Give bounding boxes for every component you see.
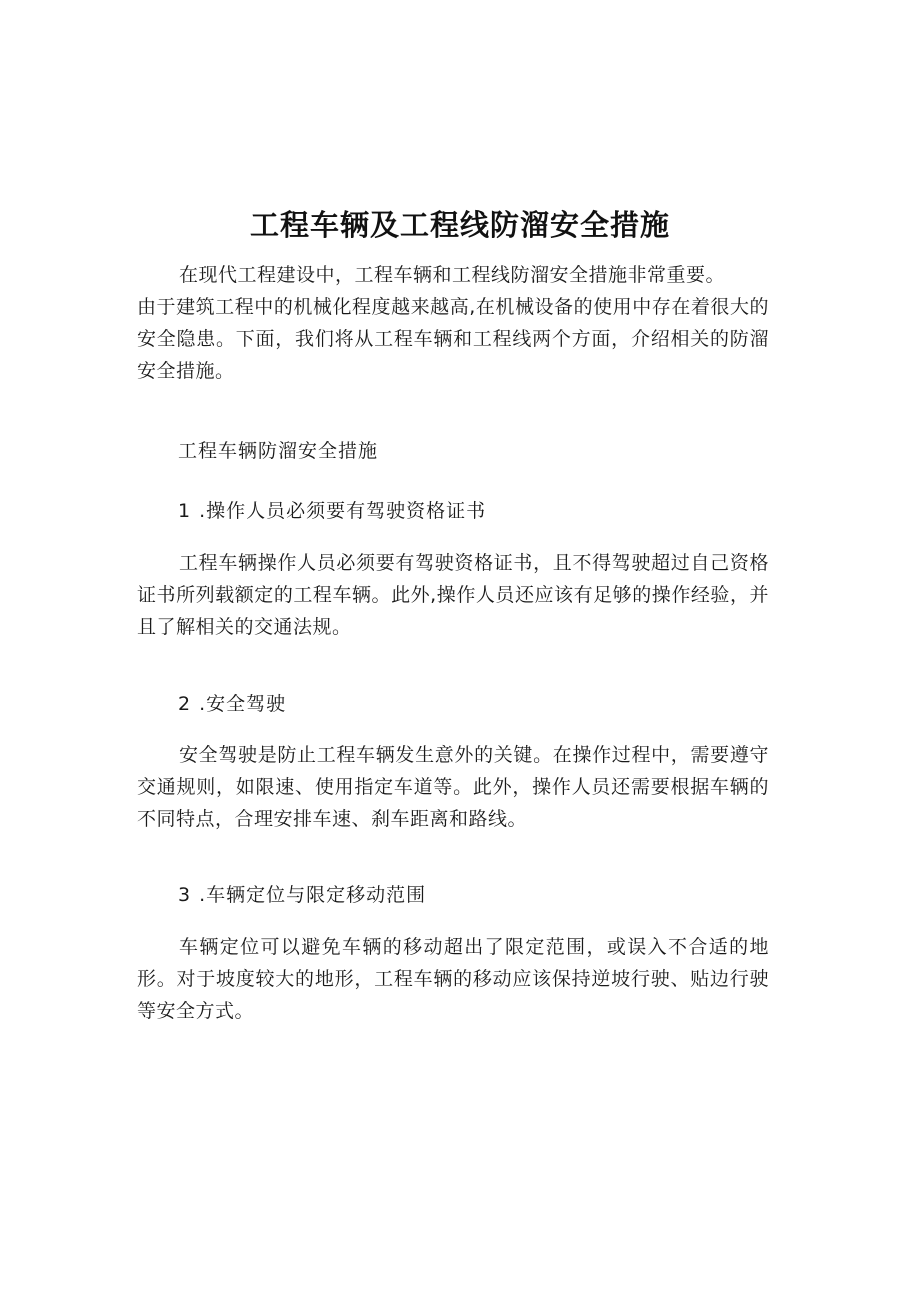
item-1-body: 工程车辆操作人员必须要有驾驶资格证书，且不得驾驶超过自己资格证书所列载额定的工程车辆。此外,操作人员还应该有足够的操作经验，并且了解相关的交通法规。 (137, 552, 769, 638)
item-1-number: 1 (178, 500, 192, 522)
item-3-number: 3 (178, 884, 192, 906)
intro-first-line: 在现代工程建设中，工程车辆和工程线防溜安全措施非常重要。 (179, 264, 726, 286)
item-2-heading (178, 688, 738, 720)
item-1-heading (178, 495, 738, 527)
document-title: 工程车辆及工程线防溜安全措施 (249, 208, 670, 242)
section-title: 工程车辆防溜安全措施 (178, 440, 379, 462)
item-2-body: 安全驾驶是防止工程车辆发生意外的关键。在操作过程中，需要遵守交通规则，如限速、使用指定车道等。此外，操作人员还需要根据车辆的不同特点，合理安排车速、刹车距离和路线。 (137, 744, 769, 830)
item-2-number: 2 (178, 693, 192, 715)
intro-paragraph (137, 259, 769, 387)
item-1-heading-text: .操作人员必须要有驾驶资格证书 (199, 500, 487, 522)
intro-rest: 由于建筑工程中的机械化程度越来越高,在机械设备的使用中存在着很大的安全隐患。下面，我们将从工程车辆和工程线两个方面，介绍相关的防溜安全措施。 (137, 296, 769, 382)
item-3-heading (178, 879, 738, 911)
item-2-heading-text: .安全驾驶 (199, 693, 287, 715)
item-3-body: 车辆定位可以避免车辆的移动超出了限定范围，或误入不合适的地形。对于坡度较大的地形，工程车辆的移动应该保持逆坡行驶、贴边行驶等安全方式。 (137, 936, 769, 1022)
item-3-heading-text: .车辆定位与限定移动范围 (199, 884, 427, 906)
